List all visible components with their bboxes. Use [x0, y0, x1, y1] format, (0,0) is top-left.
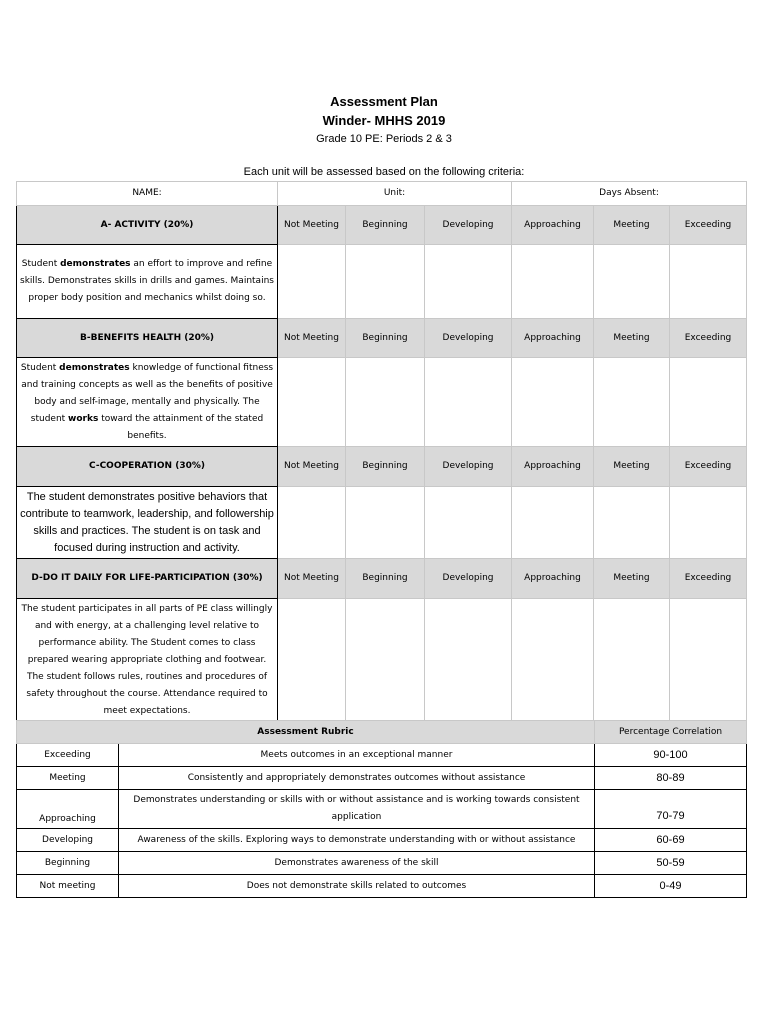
rubric-level: Approaching: [17, 790, 119, 829]
score-cell[interactable]: [278, 245, 346, 319]
section-description: The student participates in all parts of PE class willingly and with energy, at a challenging level relative to performance ability. The Student comes to class prepared wearing appropriate clothing and footwear. The student follows rules, routines and procedures of safety throughout the course. Attendance required to meet expectations.: [17, 599, 278, 722]
score-cell[interactable]: [346, 245, 425, 319]
section-header-row: [17, 447, 747, 487]
section-title: D-DO IT DAILY FOR LIFE-PARTICIPATION (30%): [17, 559, 278, 599]
score-cell[interactable]: [346, 358, 425, 447]
rubric-level: Meeting: [17, 767, 119, 790]
section-desc-row: [17, 358, 747, 447]
score-cell[interactable]: [670, 245, 747, 319]
rubric-row: [17, 767, 747, 790]
section-description: Student demonstrates knowledge of functional fitness and training concepts as well as the benefits of positive body and self-image, mentally and physically. The student works toward the attainment of the stated benefits.: [17, 358, 278, 447]
rubric-range: 50-59: [595, 852, 747, 875]
score-cell[interactable]: [512, 599, 594, 722]
level-header: Meeting: [594, 447, 670, 487]
section-header-row: [17, 319, 747, 358]
level-header: Developing: [425, 559, 512, 599]
score-cell[interactable]: [594, 487, 670, 559]
section-desc-row: [17, 599, 747, 722]
score-cell[interactable]: [670, 599, 747, 722]
rubric-range: 70-79: [595, 790, 747, 829]
level-header: Not Meeting: [278, 559, 346, 599]
level-header: Meeting: [594, 206, 670, 245]
rubric-range: 90-100: [595, 744, 747, 767]
info-row: [17, 182, 747, 206]
rubric-level: Not meeting: [17, 875, 119, 898]
level-header: Meeting: [594, 319, 670, 358]
score-cell[interactable]: [425, 358, 512, 447]
level-header: Developing: [425, 447, 512, 487]
level-header: Beginning: [346, 206, 425, 245]
section-description: Student demonstrates an effort to improve and refine skills. Demonstrates skills in drills and games. Maintains proper body position and mechanics whilst doing so.: [17, 245, 278, 319]
level-header: Not Meeting: [278, 206, 346, 245]
level-header: Approaching: [512, 319, 594, 358]
score-cell[interactable]: [670, 358, 747, 447]
rubric-level: Exceeding: [17, 744, 119, 767]
page-title: Assessment Plan: [330, 94, 438, 109]
days-absent-field[interactable]: Days Absent:: [512, 182, 747, 206]
section-description: The student demonstrates positive behaviors that contribute to teamwork, leadership, and followership skills and practices. The student is on task and focused during instruction and activity.: [17, 487, 278, 559]
rubric-range: 0-49: [595, 875, 747, 898]
level-header: Exceeding: [670, 559, 747, 599]
level-header: Approaching: [512, 559, 594, 599]
level-header: Beginning: [346, 559, 425, 599]
rubric-description: Consistently and appropriately demonstrates outcomes without assistance: [119, 767, 595, 790]
score-cell[interactable]: [278, 599, 346, 722]
score-cell[interactable]: [425, 245, 512, 319]
score-cell[interactable]: [512, 358, 594, 447]
rubric-description: Awareness of the skills. Exploring ways to demonstrate understanding with or without assistance: [119, 829, 595, 852]
score-cell[interactable]: [425, 599, 512, 722]
level-header: Not Meeting: [278, 447, 346, 487]
score-cell[interactable]: [670, 487, 747, 559]
score-cell[interactable]: [346, 599, 425, 722]
name-field[interactable]: NAME:: [17, 182, 278, 206]
rubric-level: Beginning: [17, 852, 119, 875]
level-header: Developing: [425, 206, 512, 245]
section-title: A- ACTIVITY (20%): [17, 206, 278, 245]
rubric-title: Assessment Rubric: [17, 721, 595, 744]
score-cell[interactable]: [594, 245, 670, 319]
score-cell[interactable]: [594, 599, 670, 722]
rubric-row: [17, 829, 747, 852]
level-header: Exceeding: [670, 319, 747, 358]
section-desc-row: [17, 487, 747, 559]
rubric-row: [17, 744, 747, 767]
rubric-range: 60-69: [595, 829, 747, 852]
level-header: Beginning: [346, 319, 425, 358]
level-header: Approaching: [512, 206, 594, 245]
level-header: Approaching: [512, 447, 594, 487]
intro-text: Each unit will be assessed based on the following criteria:: [243, 166, 525, 178]
section-title: B-BENEFITS HEALTH (20%): [17, 319, 278, 358]
score-cell[interactable]: [278, 358, 346, 447]
assessment-grid: [16, 181, 747, 722]
rubric-description: Demonstrates understanding or skills with or without assistance and is working towards consistent application: [119, 790, 595, 829]
rubric-row: [17, 852, 747, 875]
level-header: Developing: [425, 319, 512, 358]
rubric-level: Developing: [17, 829, 119, 852]
rubric-row: [17, 875, 747, 898]
score-cell[interactable]: [594, 358, 670, 447]
rubric-row: [17, 790, 747, 829]
section-header-row: [17, 206, 747, 245]
assessment-rubric: [16, 720, 747, 898]
score-cell[interactable]: [278, 487, 346, 559]
level-header: Exceeding: [670, 206, 747, 245]
level-header: Not Meeting: [278, 319, 346, 358]
percentage-header: Percentage Correlation: [595, 721, 747, 744]
score-cell[interactable]: [346, 487, 425, 559]
level-header: Beginning: [346, 447, 425, 487]
rubric-header-row: [17, 721, 747, 744]
score-cell[interactable]: [425, 487, 512, 559]
course-label: Grade 10 PE: Periods 2 & 3: [316, 133, 452, 145]
level-header: Meeting: [594, 559, 670, 599]
rubric-description: Does not demonstrate skills related to outcomes: [119, 875, 595, 898]
rubric-description: Meets outcomes in an exceptional manner: [119, 744, 595, 767]
rubric-description: Demonstrates awareness of the skill: [119, 852, 595, 875]
section-title: C-COOPERATION (30%): [17, 447, 278, 487]
section-desc-row: [17, 245, 747, 319]
score-cell[interactable]: [512, 245, 594, 319]
rubric-range: 80-89: [595, 767, 747, 790]
page-subtitle: Winder- MHHS 2019: [322, 113, 446, 128]
unit-field[interactable]: Unit:: [278, 182, 512, 206]
section-header-row: [17, 559, 747, 599]
level-header: Exceeding: [670, 447, 747, 487]
score-cell[interactable]: [512, 487, 594, 559]
